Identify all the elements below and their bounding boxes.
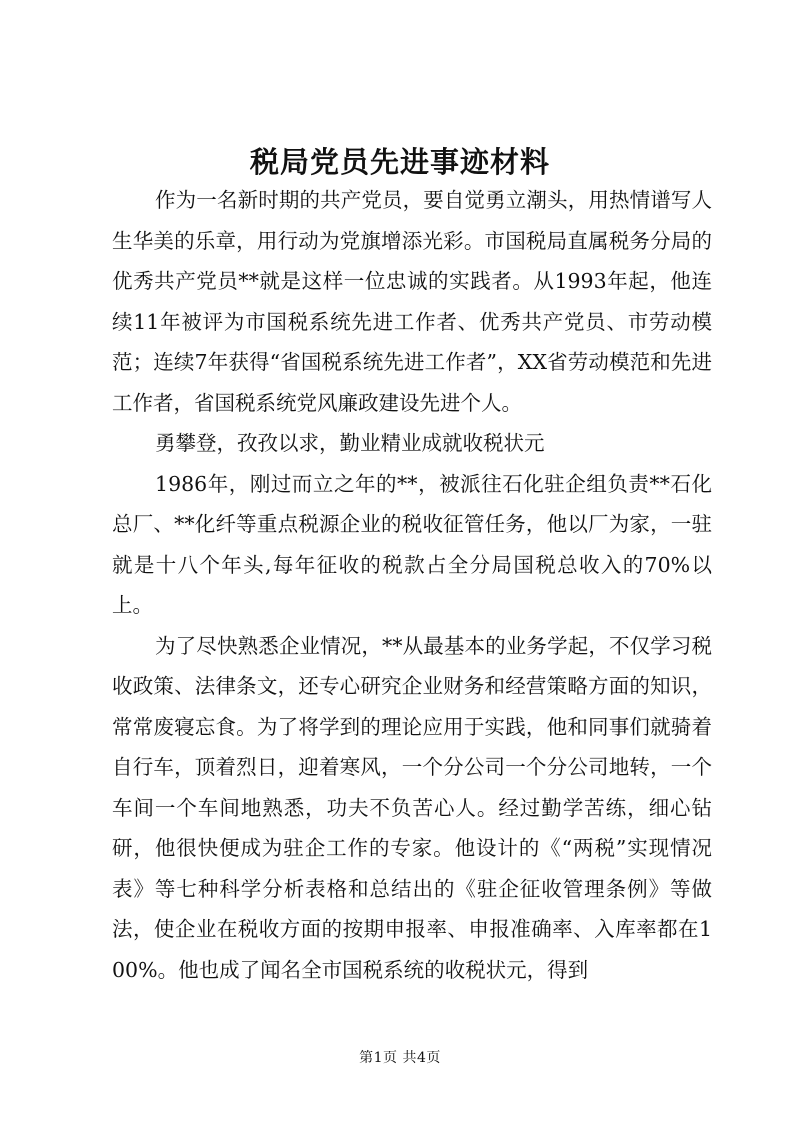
paragraph-1986: 1986年，刚过而立之年的**，被派往石化驻企组负责**石化总厂、**化纤等重点税源企业的税收征管任务，他以厂为家，一驻就是十八个年头,每年征收的税款占全分局国税总收入的70%以上。 — [112, 471, 712, 617]
document-title: 税局党员先进事迹材料 — [249, 145, 550, 179]
page-footer: 第1页 共4页 — [359, 1050, 441, 1066]
paragraph-intro: 作为一名新时期的共产党员，要自觉勇立潮头，用热情谱写人生华美的乐章，用行动为党旗增添光彩。市国税局直属税务分局的优秀共产党员**就是这样一位忠诚的实践者。从1993年起，他连续11年被评为市国税系统先进工作者、优秀共产党员、市劳动模范；连续7年获得“省国税系统先进工作者”，XX省劳动模范和先进工作者，省国税系统党风廉政建设先进个人。 — [112, 188, 712, 415]
section-heading: 勇攀登，孜孜以求，勤业精业成就收税状元 — [155, 431, 545, 455]
paragraph-study: 为了尽快熟悉企业情况，**从最基本的业务学起，不仅学习税收政策、法律条文，还专心研究企业财务和经营策略方面的知识，常常废寝忘食。为了将学到的理论应用于实践，他和同事们就骑着自行车，顶着烈日，迎着寒风，一个分公司一个分公司地转，一个车间一个车间地熟悉，功夫不负苦心人。经过勤学苦练，细心钻研，他很快便成为驻企工作的专家。他设计的《“两税”实现情况表》等七种科学分析表格和总结出的《驻企征收管理条例》等做法，使企业在税收方面的按期申报率、申报准确率、入库率都在100%。他也成了闻名全市国税系统的收税状元，得到 — [112, 633, 712, 982]
document-body — [112, 180, 712, 990]
